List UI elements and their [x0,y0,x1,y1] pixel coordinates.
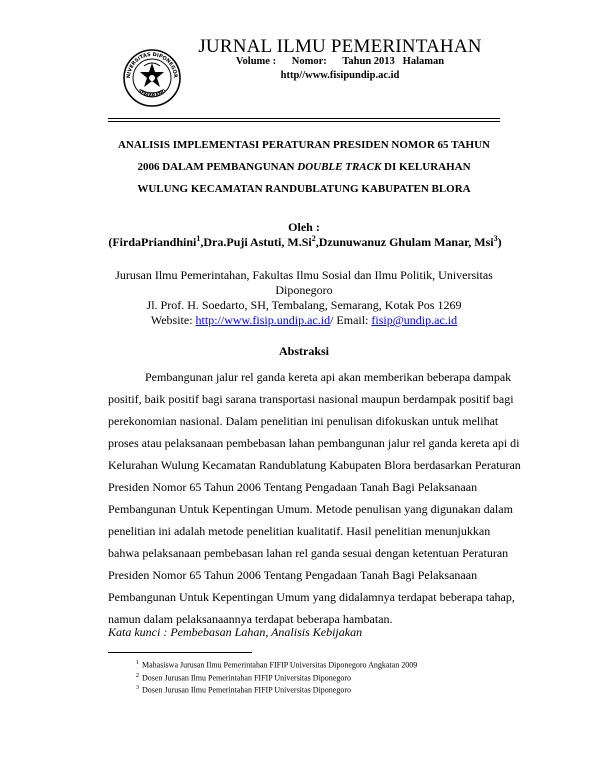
header-rule-thin [108,121,500,122]
title-line-1: ANALISIS IMPLEMENTASI PERATURAN PRESIDEN NOMOR 65 TAHUN [117,139,490,151]
abstract-line: perekonomian nasional. Dalam penelitian ini penulisan difokuskan untuk melihat [108,414,499,428]
university-seal-icon [122,48,182,108]
affiliation-contact: Website: http://www.fisip.undip.ac.id/ Email: fisip@undip.ac.id [150,313,458,327]
volume-line: Volume : Nomor: Tahun 2013 Halaman [235,56,445,67]
affiliation-address: Jl. Prof. H. Soedarto, SH, Tembalang, Semarang, Kotak Pos 1269 [146,298,462,312]
author-1: FirdaPriandhini [112,235,197,249]
abstract-line: positif, baik positif bagi sarana transportasi nasional maupun berdampak positif bagi [108,392,514,406]
abstract-line: bahwa pelaksanaan pembebasan lahan rel ganda sesuai dengan ketentuan Peraturan [108,546,509,560]
email-link[interactable]: fisip@undip.ac.id [371,313,458,327]
title-line-2: 2006 DALAM PEMBANGUNAN DOUBLE TRACK DI KELURAHAN [137,161,471,173]
footnotes [136,658,506,696]
affiliation [104,268,504,328]
abstract-line: namun dalam pelaksanaannya terdapat beberapa hambatan. [108,612,393,626]
oleh-label: Oleh : [288,220,320,234]
title-line-3: WULUNG KECAMATAN RANDUBLATUNG KABUPATEN BLORA [137,183,471,195]
affiliation-line-1: Jurusan Ilmu Pemerintahan, Fakultas Ilmu Sosial dan Ilmu Politik, Universitas [115,268,493,282]
abstract-line: Presiden Nomor 65 Tahun 2006 Tentang Pengadaan Tanah Bagi Pelaksanaan [108,568,478,582]
journal-title: JURNAL ILMU PEMERINTAHAN [198,36,482,57]
header-rule-thick [108,118,500,119]
abstract-line: Pembangunan Untuk Kepentingan Umum yang didalamnya terdapat beberapa tahap, [108,590,515,604]
abstract-line: penelitian ini adalah metode penelitian kualitatif. Hasil penelitian menunjukkan [108,524,491,538]
abstract-line: Pembangunan Untuk Kepentingan Umum. Metode penulisan yang digunakan dalam [108,502,513,516]
footnote: $^3$ Dosen Jurusan Ilmu Pemerintahan FIFIP Universitas Diponegoro [136,685,352,695]
affiliation-line-2: Diponegoro [275,283,333,297]
footnote: $^1$ Mahasiswa Jurusan Ilmu Pemerintahan FIFIP Universitas Diponegoro Angkatan 2009 [136,660,418,670]
author-2: ,Dra.Puji Astuti, M.Si [200,235,312,249]
abstract-line: Presiden Nomor 65 Tahun 2006 Tentang Pengadaan Tanah Bagi Pelaksanaan [108,480,478,494]
author-3: ,Dzunuwanuz Ghulam Manar, Msi [315,235,494,249]
seal-bottom-text: SEMARANG [136,88,168,100]
abstract-line: proses atau pelaksanaan pembebasan lahan pembangunan jalur rel ganda kereta api di [108,436,520,450]
title-italic: DOUBLE TRACK [297,161,382,173]
keywords: Kata kunci : Pembebasan Lahan, Analisis Kebijakan [108,625,363,639]
abstract-heading: Abstraksi [278,344,329,358]
footnote-rule [108,652,252,653]
abstract-line: Kelurahan Wulung Kecamatan Randublatung Kabupaten Blora berdasarkan Peraturan [108,458,521,472]
abstract-line: Pembangunan jalur rel ganda kereta api akan memberikan beberapa dampak [145,370,512,384]
seal-top-text: NIVERSITAS DIPONEGOR [125,51,179,79]
article-title [104,134,504,200]
footnote: $^2$ Dosen Jurusan Ilmu Pemerintahan FIFIP Universitas Diponegoro [136,672,352,683]
abstract-body [108,366,521,630]
svg-text:SEMARANG [136,88,167,99]
journal-url: http//www.fisipundip.ac.id [280,70,400,81]
website-link[interactable]: http://www.fisip.undip.ac.id [195,313,331,327]
author-list: (FirdaPriandhini$^1$,Dra.Puji Astuti, M.Si$^2$,Dzunuwanuz Ghulam Manar, Msi$^3$) [108,234,502,249]
